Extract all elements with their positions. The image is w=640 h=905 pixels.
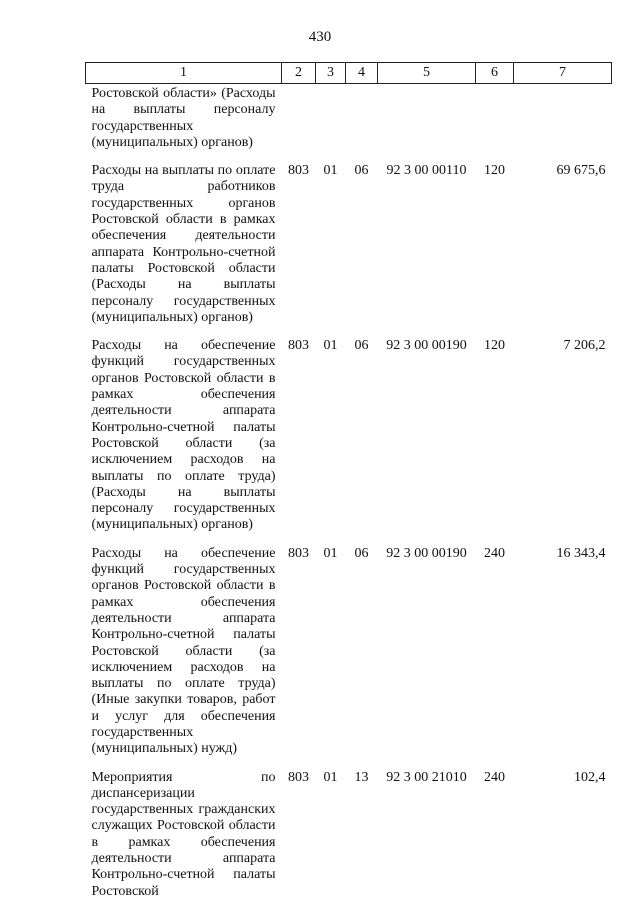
header-col-7: 7 — [514, 63, 612, 84]
row-subsection: 06 — [354, 338, 369, 354]
row-section — [316, 84, 346, 164]
row-ministry-code — [282, 84, 316, 164]
header-col-3: 3 — [316, 63, 346, 84]
row-description: Расходы на обеспечение функций государственных органов Ростовской области в рамках обеспечения деятельности аппарата Контрольно-счетной палаты Ростовской области (за исключением расходов на выплаты по оплате труда) (Расходы на выплаты персоналу государственных (муниципальных) органов) — [91, 338, 276, 533]
table-row — [86, 546, 612, 770]
page-number: 430 — [308, 29, 332, 45]
row-target-article: 92 3 00 21010 — [386, 769, 467, 785]
table-row — [86, 163, 612, 338]
row-subsection: 06 — [354, 545, 369, 561]
row-description: Расходы на обеспечение функций государственных органов Ростовской области в рамках обеспечения деятельности аппарата Контрольно-счетной палаты Ростовской области (за исключением расходов на выплаты по оплате труда) (Иные закупки товаров, работ и услуг для обеспечения государственных (муниципальных) нужд) — [91, 545, 276, 757]
row-target-article: 92 3 00 00110 — [386, 163, 467, 179]
row-amount: 69 675,6 — [556, 163, 606, 179]
row-expense-type: 240 — [484, 769, 505, 785]
row-ministry-code: 803 — [288, 163, 309, 179]
table-row — [86, 338, 612, 546]
row-amount: 102,4 — [574, 769, 606, 785]
row-section: 01 — [323, 769, 338, 785]
row-subsection — [346, 84, 378, 164]
table-row — [86, 84, 612, 164]
header-col-5: 5 — [378, 63, 476, 84]
header-col-2: 2 — [282, 63, 316, 84]
row-description: Ростовской области» (Расходы на выплаты персоналу государственных (муниципальных) органов) — [91, 86, 276, 150]
header-col-4: 4 — [346, 63, 378, 84]
budget-table — [85, 62, 612, 900]
row-expense-type — [476, 84, 514, 164]
table-row — [86, 770, 612, 900]
row-subsection: 06 — [354, 163, 369, 179]
row-section: 01 — [323, 545, 338, 561]
row-amount: 16 343,4 — [556, 545, 606, 561]
row-ministry-code: 803 — [288, 338, 309, 354]
row-description: Расходы на выплаты по оплате труда работников государственных органов Ростовской области в рамках обеспечения деятельности аппарата Контрольно-счетной палаты Ростовской области (Расходы на выплаты персоналу государственных (муниципальных) органов) — [91, 163, 276, 325]
row-subsection: 13 — [354, 769, 369, 785]
row-amount: 7 206,2 — [563, 338, 606, 354]
row-expense-type: 120 — [484, 338, 505, 354]
header-col-6: 6 — [476, 63, 514, 84]
row-target-article: 92 3 00 00190 — [386, 338, 467, 354]
row-expense-type: 120 — [484, 163, 505, 179]
row-description: Мероприятия по диспансеризации государственных гражданских служащих Ростовской области в рамках обеспечения деятельности аппарата Контрольно-счетной палаты Ростовской — [91, 769, 276, 899]
row-ministry-code: 803 — [288, 545, 309, 561]
row-section: 01 — [323, 338, 338, 354]
row-ministry-code: 803 — [288, 769, 309, 785]
row-target-article — [378, 84, 476, 164]
header-col-1: 1 — [86, 63, 282, 84]
table-header-row — [86, 63, 612, 84]
row-target-article: 92 3 00 00190 — [386, 545, 467, 561]
row-section: 01 — [323, 163, 338, 179]
row-amount — [514, 84, 612, 164]
row-expense-type: 240 — [484, 545, 505, 561]
